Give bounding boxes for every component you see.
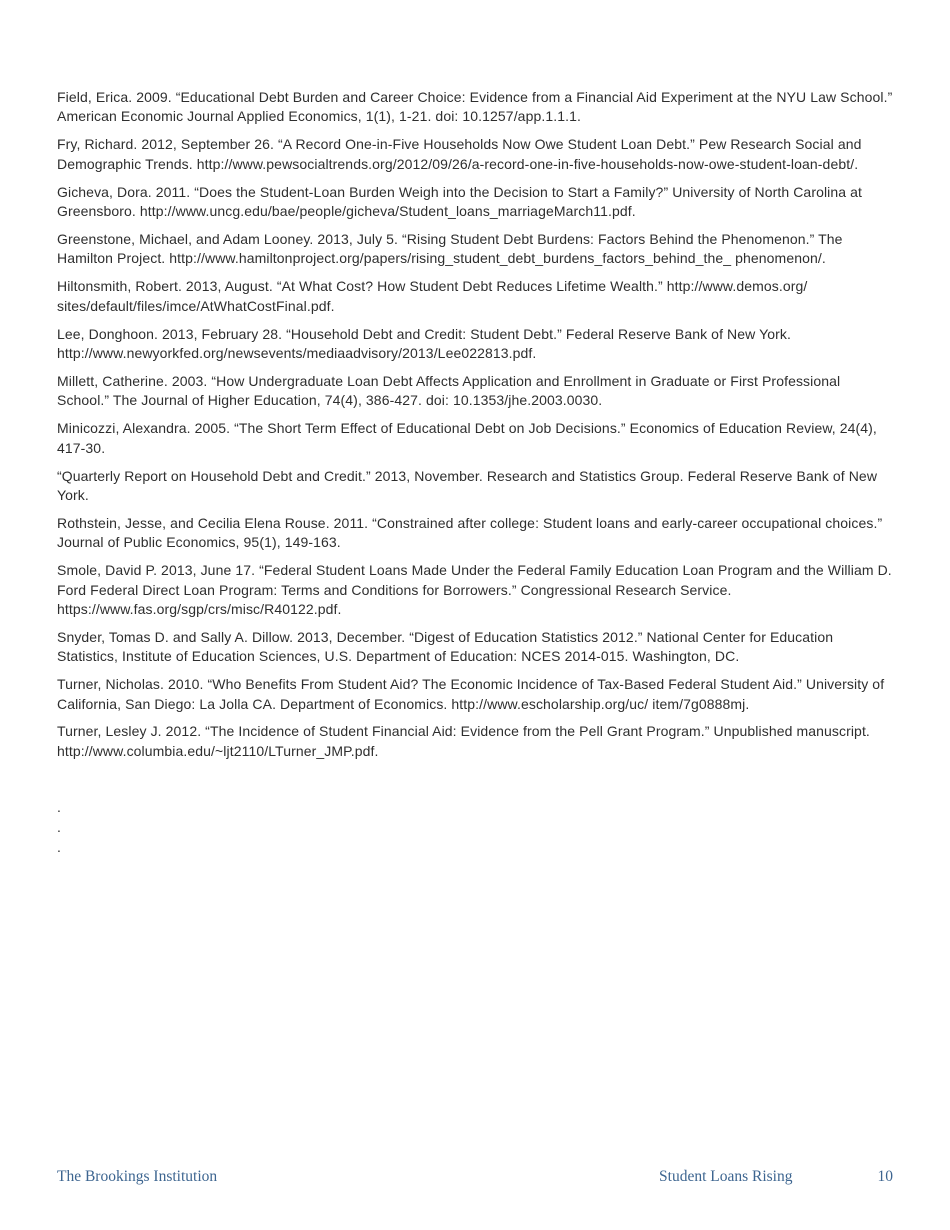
reference-entry: Hiltonsmith, Robert. 2013, August. “At What Cost? How Student Debt Reduces Lifetime Wealth.” http://www.demos.org/ sites/default/files/imce/AtWhatCostFinal.pdf. bbox=[57, 278, 808, 314]
footer-page-number: 10 bbox=[877, 1168, 893, 1185]
reference-entry: Turner, Lesley J. 2012. “The Incidence of Student Financial Aid: Evidence from the Pell Grant Program.” Unpublished manuscript. http://www.columbia.edu/~ljt2110/LTurner_JMP.pdf. bbox=[57, 723, 870, 759]
footer-document-title: Student Loans Rising bbox=[659, 1168, 793, 1185]
dot-line: . bbox=[57, 819, 61, 836]
reference-entry: Field, Erica. 2009. “Educational Debt Burden and Career Choice: Evidence from a Financial Aid Experiment at the NYU Law School.” American Economic Journal Applied Economics, 1(1), 1-21. doi: 10.1257/app.1.1.1. bbox=[57, 89, 893, 125]
references-section bbox=[57, 88, 893, 857]
reference-entry: Rothstein, Jesse, and Cecilia Elena Rouse. 2011. “Constrained after college: Student loans and early-career occupational choices.” Journal of Public Economics, 95(1), 149-163. bbox=[57, 514, 883, 551]
references-list bbox=[57, 88, 893, 761]
trailing-dots bbox=[57, 797, 893, 857]
dot-line: . bbox=[57, 799, 61, 816]
reference-entry: Snyder, Tomas D. and Sally A. Dillow. 2013, December. “Digest of Education Statistics 2012.” National Center for Education Statistics, Institute of Education Sciences, U.S. Department of Education: NCES 2014-015. Washington, DC. bbox=[57, 628, 834, 665]
reference-entry: Millett, Catherine. 2003. “How Undergraduate Loan Debt Affects Application and Enrollment in Graduate or First Professional School.” The Journal of Higher Education, 74(4), 386-427. doi: 10.1353/jhe.2003.0030. bbox=[57, 372, 841, 409]
reference-entry: Lee, Donghoon. 2013, February 28. “Household Debt and Credit: Student Debt.” Federal Reserve Bank of New York. http://www.newyorkfed.org/newsevents/mediaadvisory/2013/Lee022813.pdf. bbox=[57, 325, 791, 361]
footer-publisher: The Brookings Institution bbox=[57, 1168, 218, 1185]
reference-entry: Minicozzi, Alexandra. 2005. “The Short Term Effect of Educational Debt on Job Decisions.” Economics of Education Review, 24(4), 417-30. bbox=[57, 420, 877, 456]
reference-entry: Gicheva, Dora. 2011. “Does the Student-Loan Burden Weigh into the Decision to Start a Family?” University of North Carolina at Greensboro. http://www.uncg.edu/bae/people/gicheva/Student_loans_marriageMarch11.pdf. bbox=[57, 183, 863, 220]
dot-line: . bbox=[57, 839, 61, 856]
reference-entry: Greenstone, Michael, and Adam Looney. 2013, July 5. “Rising Student Debt Burdens: Factors Behind the Phenomenon.” The Hamilton Project. http://www.hamiltonproject.org/papers/rising_student_debt_burdens_factors_behind_the_ phenomenon/. bbox=[57, 230, 843, 267]
page-footer bbox=[57, 1168, 893, 1186]
reference-entry: Turner, Nicholas. 2010. “Who Benefits From Student Aid? The Economic Incidence of Tax-Based Federal Student Aid.” University of California, San Diego: La Jolla CA. Department of Economics. http://www.escholarship.org/uc/ item/7g0888mj. bbox=[57, 676, 885, 712]
reference-entry: Fry, Richard. 2012, September 26. “A Record One-in-Five Households Now Owe Student Loan Debt.” Pew Research Social and Demographic Trends. http://www.pewsocialtrends.org/2012/09/26/a-record-one-in-five-households-now-owe-student-loan-debt/. bbox=[57, 136, 862, 172]
reference-entry: Smole, David P. 2013, June 17. “Federal Student Loans Made Under the Federal Family Education Loan Program and the William D. Ford Federal Direct Loan Program: Terms and Conditions for Borrowers.” Congressional Research Service. https://www.fas.org/sgp/crs/misc/R40122.pdf. bbox=[57, 562, 892, 617]
reference-entry: “Quarterly Report on Household Debt and Credit.” 2013, November. Research and Statistics Group. Federal Reserve Bank of New York. bbox=[57, 467, 878, 503]
